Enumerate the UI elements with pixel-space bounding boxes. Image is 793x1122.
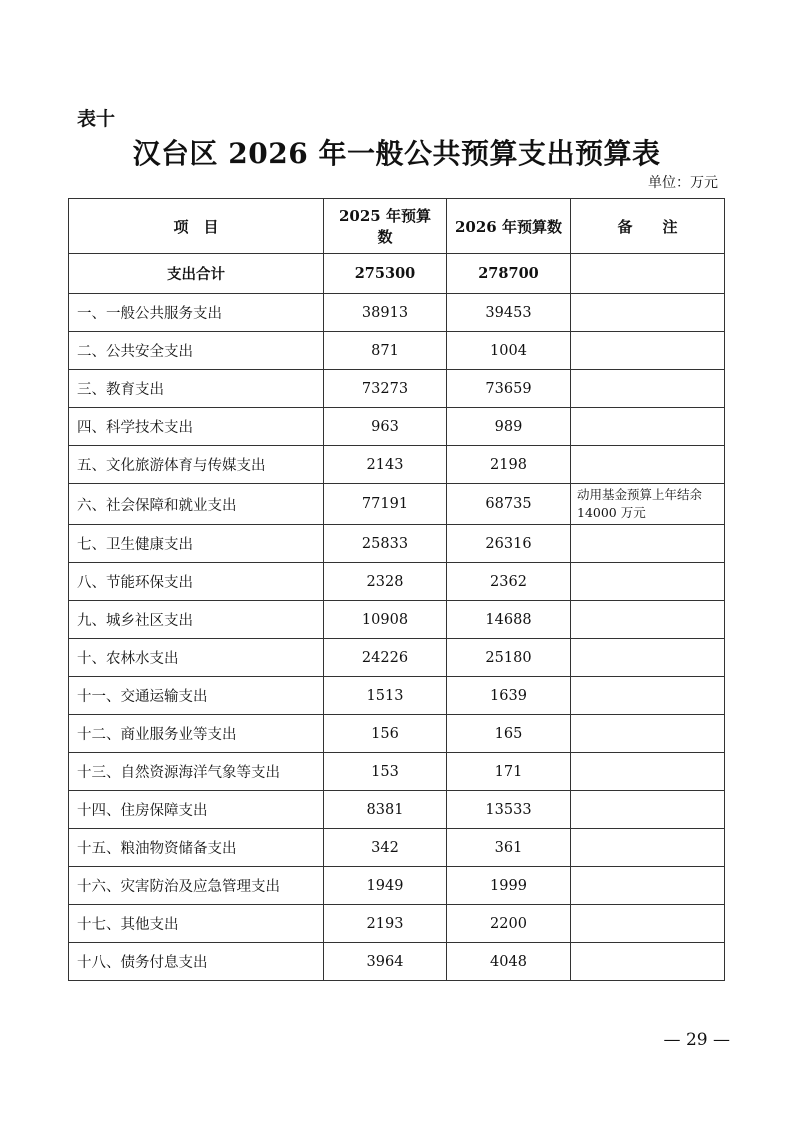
unit-label: 单位：万元	[648, 175, 718, 191]
row-value-2025: 2193	[324, 905, 447, 943]
table-row	[69, 867, 725, 905]
row-value-2026: 2362	[447, 563, 571, 601]
row-value-2026: 39453	[447, 294, 571, 332]
row-value-2026: 73659	[447, 370, 571, 408]
row-value-2025: 73273	[324, 370, 447, 408]
row-value-2026: 4048	[447, 943, 571, 981]
row-note	[571, 905, 725, 943]
row-note	[571, 715, 725, 753]
row-name: 五、文化旅游体育与传媒支出	[69, 446, 324, 484]
row-note: 动用基金预算上年结余 14000 万元	[571, 484, 725, 525]
row-value-2025: 2143	[324, 446, 447, 484]
row-value-2026: 165	[447, 715, 571, 753]
table-row	[69, 791, 725, 829]
row-value-2026: 171	[447, 753, 571, 791]
row-value-2026: 1999	[447, 867, 571, 905]
page-title: 汉台区 2026 年一般公共预算支出预算表	[132, 137, 661, 170]
row-value-2026: 989	[447, 408, 571, 446]
total-2026: 278700	[447, 254, 571, 294]
row-value-2025: 342	[324, 829, 447, 867]
header-row	[69, 199, 725, 254]
table-row	[69, 446, 725, 484]
row-name: 十三、自然资源海洋气象等支出	[69, 753, 324, 791]
row-value-2026: 14688	[447, 601, 571, 639]
row-value-2026: 13533	[447, 791, 571, 829]
row-name: 七、卫生健康支出	[69, 525, 324, 563]
row-note	[571, 294, 725, 332]
row-note	[571, 791, 725, 829]
table-row	[69, 294, 725, 332]
row-name: 十七、其他支出	[69, 905, 324, 943]
row-name: 六、社会保障和就业支出	[69, 484, 324, 525]
table-row	[69, 943, 725, 981]
row-name: 三、教育支出	[69, 370, 324, 408]
row-note	[571, 332, 725, 370]
table-row	[69, 677, 725, 715]
row-value-2025: 3964	[324, 943, 447, 981]
table-label: 表十	[77, 108, 116, 130]
table-row	[69, 332, 725, 370]
row-value-2025: 1513	[324, 677, 447, 715]
table-row	[69, 601, 725, 639]
row-value-2025: 156	[324, 715, 447, 753]
table-row	[69, 829, 725, 867]
row-value-2025: 10908	[324, 601, 447, 639]
row-name: 十、农林水支出	[69, 639, 324, 677]
row-note	[571, 446, 725, 484]
header-note: 备 注	[571, 199, 725, 254]
row-note	[571, 370, 725, 408]
row-value-2026: 25180	[447, 639, 571, 677]
row-value-2025: 2328	[324, 563, 447, 601]
row-value-2026: 2198	[447, 446, 571, 484]
row-name: 十六、灾害防治及应急管理支出	[69, 867, 324, 905]
page-number: — 29 —	[663, 1030, 730, 1050]
row-value-2025: 1949	[324, 867, 447, 905]
header-budget-2026: 2026 年预算数	[447, 199, 571, 254]
row-note	[571, 563, 725, 601]
total-note	[571, 254, 725, 294]
row-note	[571, 525, 725, 563]
header-budget-2025: 2025 年预算数	[324, 199, 447, 254]
budget-table	[68, 198, 725, 981]
total-name: 支出合计	[69, 254, 324, 294]
row-note	[571, 943, 725, 981]
table-row	[69, 563, 725, 601]
row-name: 二、公共安全支出	[69, 332, 324, 370]
table-row	[69, 408, 725, 446]
row-note	[571, 829, 725, 867]
row-value-2025: 871	[324, 332, 447, 370]
row-value-2025: 963	[324, 408, 447, 446]
row-value-2025: 25833	[324, 525, 447, 563]
header-item: 项 目	[69, 199, 324, 254]
row-value-2026: 1004	[447, 332, 571, 370]
table-row	[69, 639, 725, 677]
row-value-2026: 361	[447, 829, 571, 867]
row-note	[571, 601, 725, 639]
table-row	[69, 484, 725, 525]
table-row	[69, 905, 725, 943]
table-row	[69, 370, 725, 408]
table-row	[69, 525, 725, 563]
row-value-2026: 26316	[447, 525, 571, 563]
row-value-2025: 8381	[324, 791, 447, 829]
row-value-2026: 2200	[447, 905, 571, 943]
row-note	[571, 677, 725, 715]
table-row	[69, 753, 725, 791]
row-name: 十二、商业服务业等支出	[69, 715, 324, 753]
row-note	[571, 867, 725, 905]
row-note	[571, 408, 725, 446]
row-name: 十五、粮油物资储备支出	[69, 829, 324, 867]
total-row	[69, 254, 725, 294]
row-name: 十八、债务付息支出	[69, 943, 324, 981]
row-value-2025: 38913	[324, 294, 447, 332]
row-value-2026: 1639	[447, 677, 571, 715]
row-name: 十四、住房保障支出	[69, 791, 324, 829]
total-2025: 275300	[324, 254, 447, 294]
row-note	[571, 753, 725, 791]
row-value-2025: 24226	[324, 639, 447, 677]
row-note	[571, 639, 725, 677]
row-name: 十一、交通运输支出	[69, 677, 324, 715]
table-row	[69, 715, 725, 753]
row-name: 四、科学技术支出	[69, 408, 324, 446]
row-name: 八、节能环保支出	[69, 563, 324, 601]
row-name: 九、城乡社区支出	[69, 601, 324, 639]
row-value-2026: 68735	[447, 484, 571, 525]
row-name: 一、一般公共服务支出	[69, 294, 324, 332]
row-value-2025: 77191	[324, 484, 447, 525]
row-value-2025: 153	[324, 753, 447, 791]
